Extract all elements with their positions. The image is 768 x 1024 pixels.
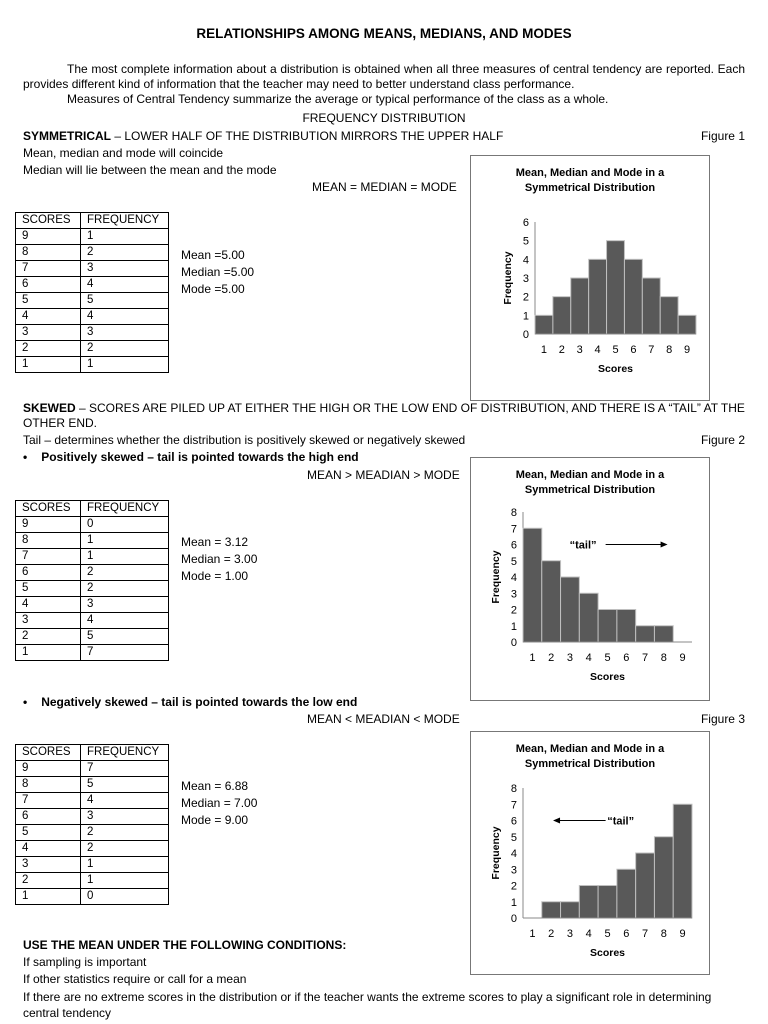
table-row xyxy=(16,873,169,889)
mode-value: Mode =5.00 xyxy=(181,282,245,296)
table-row xyxy=(16,549,169,565)
y-tick-label: 6 xyxy=(510,815,517,828)
tail-desc: – determines whether the distribution is positively skewed or negatively skewed xyxy=(41,433,466,447)
score-cell: 3 xyxy=(16,857,81,873)
table-row xyxy=(16,293,169,309)
negative-bullet-text: Negatively skewed – tail is pointed towards the low end xyxy=(41,695,358,709)
x-tick-label: 4 xyxy=(594,344,601,356)
bar xyxy=(535,315,553,334)
mode-value: Mode = 9.00 xyxy=(181,813,249,827)
x-tick-label: 3 xyxy=(566,928,574,940)
score-cell: 5 xyxy=(16,825,81,841)
frequency-cell: 3 xyxy=(81,325,169,341)
frequency-cell: 1 xyxy=(81,857,169,873)
table-row xyxy=(16,629,169,645)
bar xyxy=(673,804,692,918)
table-row xyxy=(16,357,169,373)
chart-title: Mean, Median and Mode in a xyxy=(515,167,665,179)
y-tick-label: 2 xyxy=(510,880,517,893)
y-tick-label: 0 xyxy=(522,329,529,341)
score-cell: 4 xyxy=(16,841,81,857)
bar xyxy=(561,902,580,918)
frequency-table-2 xyxy=(15,500,169,661)
symmetrical-line-1: Mean, median and mode will coincide xyxy=(23,146,224,160)
score-cell: 6 xyxy=(16,565,81,581)
y-tick-label: 7 xyxy=(510,523,517,536)
y-tick-label: 1 xyxy=(510,896,517,909)
table-row xyxy=(16,777,169,793)
chart-box-1 xyxy=(470,155,710,401)
score-cell: 1 xyxy=(16,889,81,905)
y-tick-label: 6 xyxy=(522,217,529,229)
frequency-header: FREQUENCY xyxy=(81,745,169,761)
frequency-cell: 2 xyxy=(81,565,169,581)
x-tick-label: 5 xyxy=(604,652,611,664)
frequency-cell: 3 xyxy=(81,261,169,277)
frequency-table-1 xyxy=(15,212,169,373)
symmetrical-line-2: Median will lie between the mean and the mode xyxy=(23,163,277,177)
frequency-cell: 2 xyxy=(81,825,169,841)
median-value: Median =5.00 xyxy=(181,265,255,279)
y-tick-label: 1 xyxy=(522,310,529,323)
condition-item: If sampling is important xyxy=(23,955,147,969)
positive-bullet-text: Positively skewed – tail is pointed towards the high end xyxy=(41,450,359,464)
median-value: Median = 3.00 xyxy=(181,552,258,566)
x-axis-label: Scores xyxy=(589,947,626,959)
y-axis-label: Frequency xyxy=(490,826,502,880)
score-cell: 3 xyxy=(16,613,81,629)
frequency-cell: 2 xyxy=(81,245,169,261)
page-title: RELATIONSHIPS AMONG MEANS, MEDIANS, AND MODES xyxy=(196,26,572,41)
figure-2-label: Figure 2 xyxy=(700,433,745,447)
frequency-table-3 xyxy=(15,744,169,905)
bullet-icon: • xyxy=(23,450,28,464)
tail-label: Tail xyxy=(23,433,42,447)
bar xyxy=(553,297,571,334)
x-tick-label: 2 xyxy=(558,344,565,356)
x-tick-label: 2 xyxy=(548,928,555,940)
table-header-row xyxy=(16,745,169,761)
table-row xyxy=(16,229,169,245)
bar xyxy=(678,315,696,334)
y-tick-label: 1 xyxy=(510,620,517,633)
symmetrical-relation: MEAN = MEDIAN = MODE xyxy=(312,180,457,194)
bar xyxy=(617,869,636,918)
x-tick-label: 1 xyxy=(529,652,536,664)
mean-value: Mean = 3.12 xyxy=(181,535,249,549)
bar xyxy=(617,610,636,643)
figure-1-label: Figure 1 xyxy=(700,129,745,143)
x-tick-label: 9 xyxy=(679,652,686,664)
table-row xyxy=(16,533,169,549)
frequency-cell: 7 xyxy=(81,761,169,777)
symmetrical-heading xyxy=(23,129,503,143)
bar xyxy=(654,626,673,642)
figure-3-label: Figure 3 xyxy=(700,712,745,726)
x-tick-label: 4 xyxy=(585,652,592,664)
score-cell: 5 xyxy=(16,293,81,309)
y-axis-label: Frequency xyxy=(490,550,502,604)
score-cell: 4 xyxy=(16,309,81,325)
frequency-cell: 1 xyxy=(81,357,169,373)
score-cell: 2 xyxy=(16,629,81,645)
score-cell: 8 xyxy=(16,533,81,549)
mean-value: Mean = 6.88 xyxy=(181,779,249,793)
frequency-cell: 2 xyxy=(81,341,169,357)
table-row xyxy=(16,825,169,841)
score-cell: 9 xyxy=(16,229,81,245)
x-tick-label: 7 xyxy=(648,344,655,356)
x-tick-label: 6 xyxy=(623,652,630,664)
skewed-heading xyxy=(23,401,745,431)
score-cell: 2 xyxy=(16,341,81,357)
frequency-cell: 5 xyxy=(81,293,169,309)
table-row xyxy=(16,341,169,357)
bar xyxy=(571,278,589,334)
score-cell: 2 xyxy=(16,873,81,889)
table-row xyxy=(16,309,169,325)
negative-stats xyxy=(181,778,257,829)
bullet-icon: • xyxy=(23,695,28,709)
negative-relation: MEAN < MEADIAN < MODE xyxy=(307,712,460,726)
x-tick-label: 6 xyxy=(623,928,630,940)
x-tick-label: 7 xyxy=(641,928,649,940)
symmetrical-label: SYMMETRICAL xyxy=(23,129,111,143)
positive-stats xyxy=(181,534,257,585)
tail-label: “tail” xyxy=(607,815,635,828)
frequency-cell: 7 xyxy=(81,645,169,661)
bar xyxy=(561,577,580,642)
y-tick-label: 7 xyxy=(510,799,517,812)
y-tick-label: 3 xyxy=(510,588,517,601)
frequency-cell: 1 xyxy=(81,873,169,889)
tail-annotation xyxy=(553,816,634,828)
table-row xyxy=(16,277,169,293)
median-value: Median = 7.00 xyxy=(181,796,258,810)
intro-text-2: Measures of Central Tendency summarize the average or typical performance of the class as a whole. xyxy=(67,92,609,106)
frequency-cell: 2 xyxy=(81,581,169,597)
tail-annotation xyxy=(570,540,668,552)
bar xyxy=(607,241,625,334)
x-tick-label: 4 xyxy=(585,928,592,940)
score-cell: 6 xyxy=(16,277,81,293)
frequency-cell: 5 xyxy=(81,629,169,645)
bar xyxy=(598,610,617,643)
chart-title: Symmetrical Distribution xyxy=(524,484,656,496)
bar xyxy=(542,902,561,918)
x-tick-label: 2 xyxy=(548,652,555,664)
table-row xyxy=(16,645,169,661)
table-row xyxy=(16,793,169,809)
table-row xyxy=(16,565,169,581)
bar xyxy=(660,297,678,334)
symmetrical-stats xyxy=(181,247,254,298)
x-tick-label: 3 xyxy=(566,652,574,664)
y-tick-label: 4 xyxy=(510,572,517,584)
score-cell: 8 xyxy=(16,777,81,793)
score-cell: 4 xyxy=(16,597,81,613)
x-tick-label: 1 xyxy=(529,928,536,940)
table-row xyxy=(16,889,169,905)
score-cell: 5 xyxy=(16,581,81,597)
score-cell: 9 xyxy=(16,517,81,533)
symmetrical-chart xyxy=(471,156,709,400)
table-row xyxy=(16,517,169,533)
mean-value: Mean =5.00 xyxy=(181,248,245,262)
frequency-header: FREQUENCY xyxy=(81,213,169,229)
score-cell: 7 xyxy=(16,549,81,565)
table-row xyxy=(16,597,169,613)
intro-text-1: The most complete information about a distribution is obtained when all three measures of central tendency are reported. Each provides different kind of information that the teacher may need to better understand class performance. xyxy=(23,62,745,91)
table-row xyxy=(16,809,169,825)
bar xyxy=(579,886,598,919)
frequency-cell: 4 xyxy=(81,613,169,629)
y-tick-label: 0 xyxy=(510,637,517,649)
bar xyxy=(636,626,655,642)
table-header-row xyxy=(16,501,169,517)
score-cell: 9 xyxy=(16,761,81,777)
frequency-cell: 0 xyxy=(81,517,169,533)
tail-label: “tail” xyxy=(569,539,597,552)
table-row xyxy=(16,325,169,341)
bar xyxy=(579,593,598,642)
negative-skew-chart xyxy=(471,732,709,974)
y-tick-label: 6 xyxy=(510,539,517,552)
frequency-cell: 4 xyxy=(81,277,169,293)
frequency-cell: 4 xyxy=(81,309,169,325)
x-tick-label: 1 xyxy=(540,344,548,356)
table-row xyxy=(16,761,169,777)
intro-paragraph xyxy=(23,62,745,107)
frequency-cell: 3 xyxy=(81,597,169,613)
y-tick-label: 4 xyxy=(522,254,529,267)
bar xyxy=(654,837,673,918)
x-tick-label: 8 xyxy=(660,928,667,940)
table-row xyxy=(16,613,169,629)
table-header-row xyxy=(16,213,169,229)
arrow-right-icon xyxy=(661,542,668,548)
y-tick-label: 4 xyxy=(510,848,517,860)
frequency-cell: 1 xyxy=(81,549,169,565)
score-cell: 6 xyxy=(16,809,81,825)
x-tick-label: 9 xyxy=(683,344,691,356)
x-tick-label: 9 xyxy=(679,928,686,940)
y-tick-label: 5 xyxy=(510,555,517,568)
score-cell: 3 xyxy=(16,325,81,341)
positive-bullet xyxy=(23,450,359,464)
frequency-cell: 2 xyxy=(81,841,169,857)
y-tick-label: 2 xyxy=(522,291,529,304)
scores-header: SCORES xyxy=(16,745,81,761)
chart-title: Symmetrical Distribution xyxy=(524,182,656,194)
x-axis-label: Scores xyxy=(589,671,626,683)
y-axis-label: Frequency xyxy=(502,251,514,305)
frequency-cell: 0 xyxy=(81,889,169,905)
bar xyxy=(589,259,607,334)
y-tick-label: 2 xyxy=(510,604,517,617)
scores-header: SCORES xyxy=(16,213,81,229)
skewed-label: SKEWED xyxy=(23,401,76,415)
x-tick-label: 3 xyxy=(576,344,583,356)
bar xyxy=(523,528,542,642)
chart-box-3 xyxy=(470,731,710,975)
y-tick-label: 0 xyxy=(510,913,517,925)
positive-relation: MEAN > MEADIAN > MODE xyxy=(307,468,460,482)
table-row xyxy=(16,245,169,261)
y-tick-label: 5 xyxy=(522,235,529,248)
frequency-cell: 1 xyxy=(81,229,169,245)
x-tick-label: 8 xyxy=(660,652,667,664)
bar xyxy=(598,886,617,919)
table-row xyxy=(16,581,169,597)
y-tick-label: 5 xyxy=(510,831,517,844)
negative-bullet xyxy=(23,695,357,709)
chart-title: Mean, Median and Mode in a xyxy=(515,469,665,481)
frequency-cell: 4 xyxy=(81,793,169,809)
bar xyxy=(624,259,642,334)
condition-item: If there are no extreme scores in the distribution or if the teacher wants the extreme scores to play a significant role in determining central tendency xyxy=(23,990,712,1020)
chart-title: Mean, Median and Mode in a xyxy=(515,743,665,755)
bar xyxy=(636,853,655,918)
skewed-desc: – SCORES ARE PILED UP AT EITHER THE HIGH OR THE LOW END OF DISTRIBUTION, AND THERE IS A “TAIL” AT THE OTHER END. xyxy=(23,401,745,430)
bar xyxy=(542,561,561,642)
tail-definition xyxy=(23,433,465,447)
frequency-header: FREQUENCY xyxy=(81,501,169,517)
conditions-heading: USE THE MEAN UNDER THE FOLLOWING CONDITIONS: xyxy=(23,938,347,952)
scores-header: SCORES xyxy=(16,501,81,517)
condition-item: If other statistics require or call for a mean xyxy=(23,972,247,986)
x-axis-label: Scores xyxy=(597,363,634,375)
table-row xyxy=(16,261,169,277)
x-tick-label: 5 xyxy=(612,344,619,356)
x-tick-label: 7 xyxy=(641,652,649,664)
chart-box-2 xyxy=(470,457,710,701)
bar xyxy=(642,278,660,334)
frequency-cell: 5 xyxy=(81,777,169,793)
arrow-left-icon xyxy=(553,818,560,824)
x-tick-label: 5 xyxy=(604,928,611,940)
y-tick-label: 8 xyxy=(510,507,517,519)
score-cell: 7 xyxy=(16,261,81,277)
table-row xyxy=(16,857,169,873)
x-tick-label: 6 xyxy=(630,344,637,356)
score-cell: 1 xyxy=(16,357,81,373)
score-cell: 7 xyxy=(16,793,81,809)
table-row xyxy=(16,841,169,857)
x-tick-label: 8 xyxy=(666,344,673,356)
positive-skew-chart xyxy=(471,458,709,700)
y-tick-label: 3 xyxy=(522,273,529,285)
section-heading: FREQUENCY DISTRIBUTION xyxy=(302,111,466,125)
frequency-cell: 3 xyxy=(81,809,169,825)
chart-title: Symmetrical Distribution xyxy=(524,758,656,770)
y-tick-label: 8 xyxy=(510,783,517,795)
y-tick-label: 3 xyxy=(510,864,517,877)
score-cell: 1 xyxy=(16,645,81,661)
symmetrical-desc: – LOWER HALF OF THE DISTRIBUTION MIRRORS THE UPPER HALF xyxy=(111,129,504,143)
mode-value: Mode = 1.00 xyxy=(181,569,249,583)
frequency-cell: 1 xyxy=(81,533,169,549)
score-cell: 8 xyxy=(16,245,81,261)
